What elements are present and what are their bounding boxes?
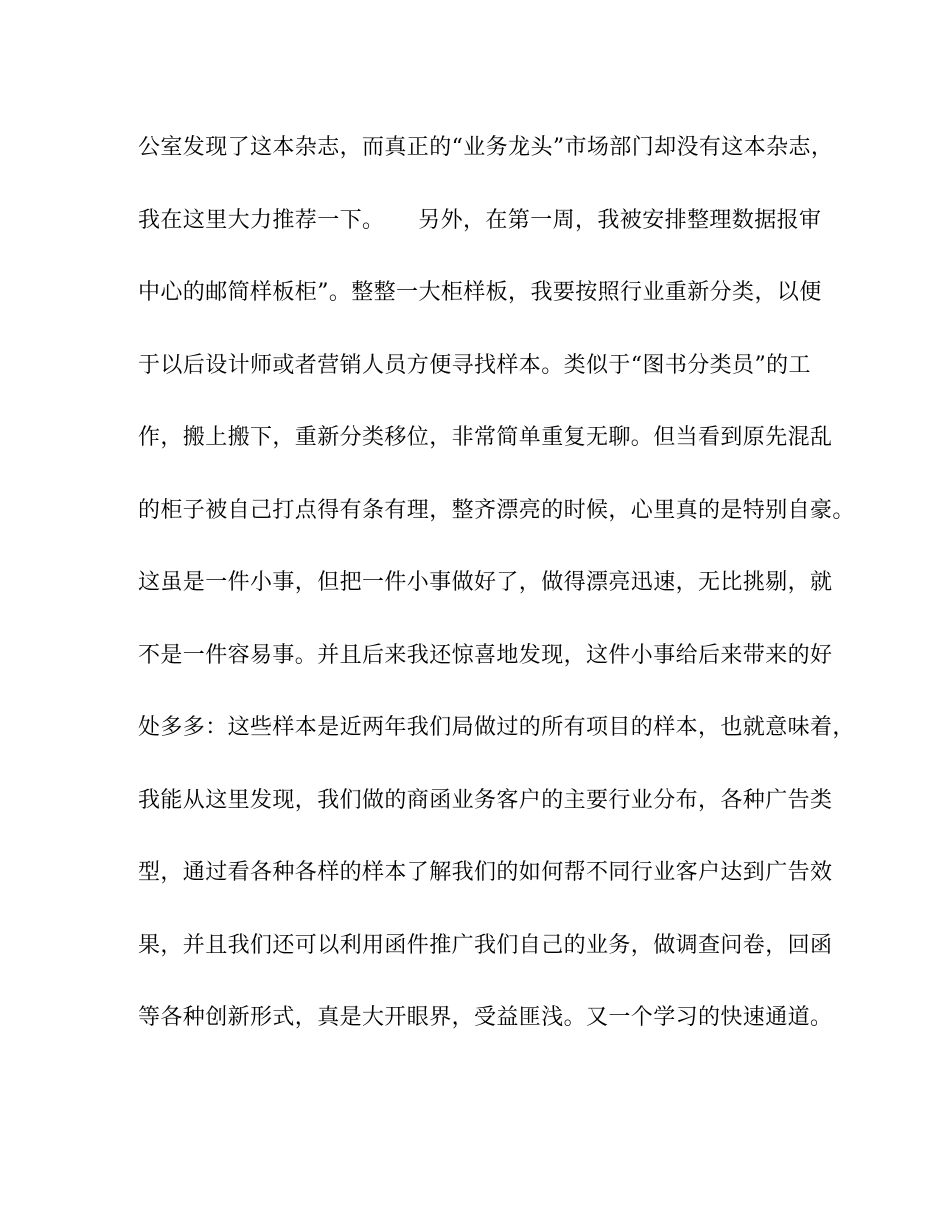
- text-line: 处多多：这些样本是近两年我们局做过的所有项目的样本，也就意味着，: [138, 715, 855, 740]
- text-line: 我能从这里发现，我们做的商函业务客户的主要行业分布，各种广告类: [138, 787, 833, 813]
- text-line: 这虽是一件小事，但把一件小事做好了，做得漂亮迅速，无比挑剔，就: [138, 570, 833, 595]
- text-line: 果，并且我们还可以利用函件推广我们自己的业务，做调查问卷，回函: [138, 932, 833, 958]
- text-line: 公室发现了这本杂志，而真正的“业务龙头”市场部门却没有这本杂志，: [138, 135, 834, 160]
- text-line: 作，搬上搬下，重新分类移位，非常简单重复无聊。但当看到原先混乱: [138, 425, 833, 450]
- text-line: 我在这里大力推荐一下。 另外，在第一周，我被安排整理数据报审: [138, 207, 822, 233]
- text-line: 等各种创新形式，真是大开眼界，受益匪浅。又一个学习的快速通道。: [138, 1005, 833, 1030]
- text-line: 型，通过看各种各样的样本了解我们的如何帮不同行业客户达到广告效: [138, 860, 833, 885]
- text-line: 于以后设计师或者营销人员方便寻找样本。类似于“图书分类员”的工: [138, 352, 811, 378]
- text-line: 的柜子被自己打点得有条有理，整齐漂亮的时候，心里真的是特别自豪。: [138, 497, 855, 523]
- text-line: 中心的邮简样板柜”。整整一大柜样板，我要按照行业重新分类，以便: [138, 280, 822, 305]
- text-line: 不是一件容易事。并且后来我还惊喜地发现，这件小事给后来带来的好: [138, 642, 833, 668]
- body-text: [138, 128, 855, 1071]
